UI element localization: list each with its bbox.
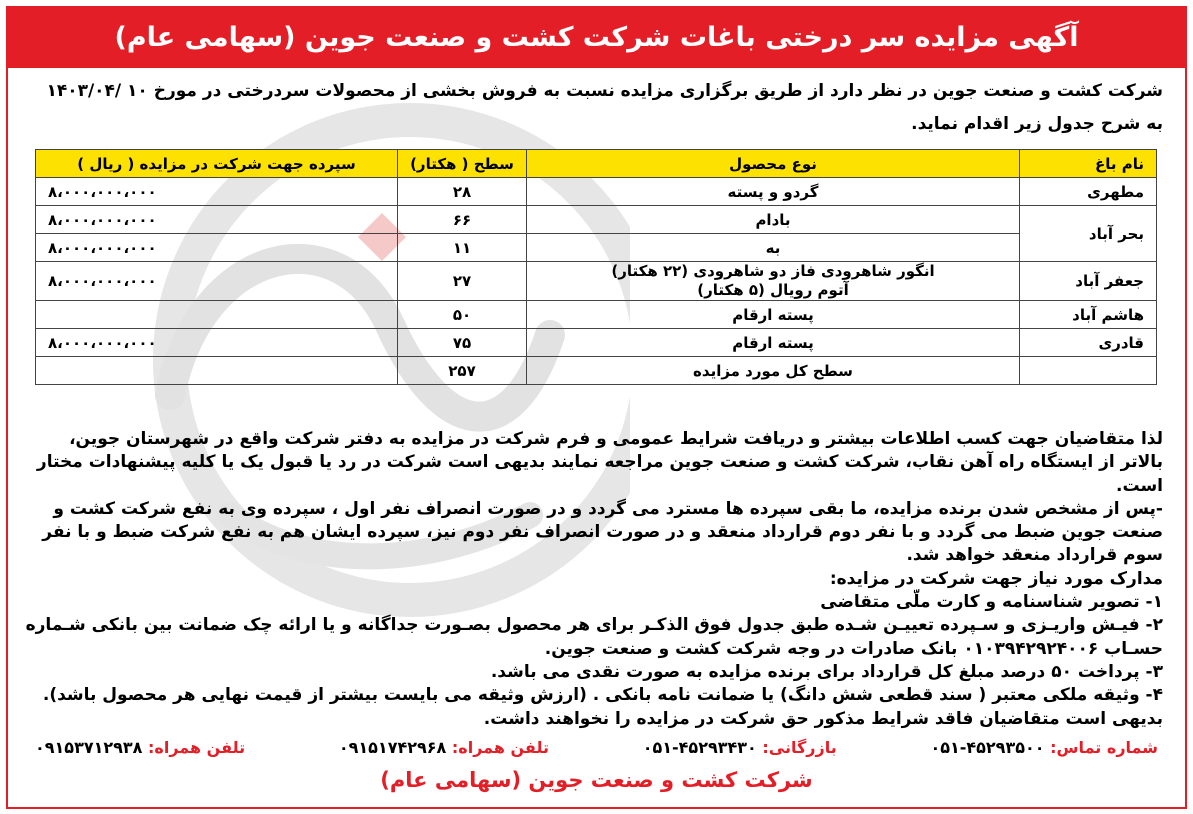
product-line-2: آتوم رویال (۵ هکتار) [697, 281, 849, 299]
mobile-2-number: ۰۹۱۵۳۷۱۲۹۳۸ [35, 737, 143, 757]
farm-cell: قادری [1020, 329, 1157, 357]
auction-table [35, 149, 1157, 385]
farm-cell: بحر آباد [1020, 206, 1157, 262]
area-cell: ۲۷ [398, 262, 527, 301]
table-header-row [36, 150, 1157, 178]
table-row [36, 301, 1157, 329]
header-area: سطح ( هکتار) [398, 150, 527, 178]
product-cell: گردو و پسته [527, 178, 1020, 206]
area-cell: ۱۱ [398, 234, 527, 262]
deposit-cell: ۸،۰۰۰،۰۰۰،۰۰۰ [36, 178, 398, 206]
product-cell: پسته ارقام [527, 329, 1020, 357]
table-row [36, 234, 1157, 262]
total-empty-cell [1020, 357, 1157, 385]
contact-number: ۰۵۱-۴۵۲۹۳۵۰۰ [930, 737, 1045, 757]
commerce-label: بازرگانی: [762, 737, 837, 757]
table-row [36, 262, 1157, 301]
contact-mobile-1 [339, 738, 549, 757]
intro-line-1: شرکت کشت و صنعت جوین در نظر دارد از طریق برگزاری مزایده نسبت به فروش بخشی از محصولات سردرختی در مورخ ۱۰ /۱۴۰۳/۰۴ [46, 81, 1163, 101]
deposit-cell: ۸،۰۰۰،۰۰۰،۰۰۰ [36, 262, 398, 301]
mobile-1-label: تلفن همراه: [451, 737, 549, 757]
intro-paragraph [30, 75, 1163, 141]
intro-line-2: به شرح جدول زیر اقدام نماید. [911, 114, 1163, 134]
body-paragraph: ۲- فیـش واریـزی و سـپرده تعییـن شـده طبق جدول فوق الذکـر برای هر محصول بصـورت جداگانه و یا ارائه چک ضمانت بین بانکی شـماره حسـاب ۰۱۰۳۹۴۲۹۲۴۰۰۶ بانک صادرات در وجه شرکت کشت و صنعت جوین. [25, 615, 1163, 659]
product-cell: پسته ارقام [527, 301, 1020, 329]
contact-commerce [643, 738, 837, 757]
deposit-cell: ۸،۰۰۰،۰۰۰،۰۰۰ [36, 329, 398, 357]
header-deposit: سپرده جهت شرکت در مزایده ( ریال ) [36, 150, 398, 178]
contact-label: شماره تماس: [1050, 737, 1158, 757]
notice-body [25, 428, 1163, 731]
area-cell: ۷۵ [398, 329, 527, 357]
table-row [36, 329, 1157, 357]
body-paragraph: مدارک مورد نیاز جهت شرکت در مزایده: [829, 568, 1163, 589]
table-row [36, 178, 1157, 206]
total-label: سطح کل مورد مزایده [527, 357, 1020, 385]
footer-company: شرکت کشت و صنعت جوین (سهامی عام) [380, 768, 813, 792]
contact-mobile-2 [35, 738, 245, 757]
product-cell [527, 262, 1020, 301]
total-deposit-cell [36, 357, 398, 385]
contact-bar [35, 735, 1158, 759]
product-cell: بادام [527, 206, 1020, 234]
deposit-cell: ۸،۰۰۰،۰۰۰،۰۰۰ [36, 234, 398, 262]
deposit-cell: ۸،۰۰۰،۰۰۰،۰۰۰ [36, 206, 398, 234]
farm-cell: جعفر آباد [1020, 262, 1157, 301]
body-paragraph: لذا متقاضیان جهت کسب اطلاعات بیشتر و دریافت شرایط عمومی و فرم شرکت در مزایده به دفتر شرکت واقع در شهرستان جوین، بالاتر از ایستگاه راه آهن نقاب، شرکت کشت و صنعت جوین مراجعه نمایند بدیهی است شرکت در رد یا قبول یک یا کلیه پیشنهادات مختار است. [36, 429, 1163, 496]
area-cell: ۶۶ [398, 206, 527, 234]
farm-cell: هاشم آباد [1020, 301, 1157, 329]
mobile-2-label: تلفن همراه: [148, 737, 246, 757]
body-paragraph: ۴- وثیقه ملکی معتبر ( سند قطعی شش دانگ) یا ضمانت نامه بانکی . (ارزش وثیقه می بایست بیشتر از قیمت نهایی هر محصول باشد). [42, 685, 1163, 706]
product-line-1: انگور شاهرودی فاز دو شاهرودی (۲۲ هکتار) [611, 262, 935, 280]
body-paragraph: ۱- تصویر شناسنامه و کارت ملّی متقاضی [820, 592, 1163, 613]
area-cell: ۵۰ [398, 301, 527, 329]
area-cell: ۲۸ [398, 178, 527, 206]
body-paragraph: بدیهی است متقاضیان فاقد شرایط مذکور حق شرکت در مزایده را نخواهند داشت. [483, 708, 1163, 729]
product-cell: به [527, 234, 1020, 262]
deposit-cell [36, 301, 398, 329]
header-product: نوع محصول [527, 150, 1020, 178]
farm-cell: مطهری [1020, 178, 1157, 206]
table-row [36, 206, 1157, 234]
total-area: ۲۵۷ [398, 357, 527, 385]
commerce-number: ۰۵۱-۴۵۲۹۳۴۳۰ [642, 737, 757, 757]
body-paragraph: ۳- پرداخت ۵۰ درصد مبلغ کل قرارداد برای برنده مزایده به صورت نقدی می باشد. [490, 661, 1163, 682]
header-farm: نام باغ [1020, 150, 1157, 178]
table-total-row [36, 357, 1157, 385]
banner-title: آگهی مزایده سر درختی باغات شرکت کشت و صنعت جوین (سهامی عام) [6, 6, 1187, 68]
body-paragraph: -پس از مشخص شدن برنده مزایده، ما بقی سپرده ها مسترد می گردد و در صورت انصراف نفر اول ، سپرده وی به نفع شرکت کشت و صنعت جوین ضبط می گردد و با نفر دوم قرارداد منعقد و در صورت انصراف نفر دوم نیز، سپرده ایشان هم به نفع شرکت ضبط و با نفر سوم قرارداد منعقد خواهد شد. [42, 498, 1163, 566]
mobile-1-number: ۰۹۱۵۱۷۴۲۹۶۸ [338, 737, 447, 757]
contact-main [930, 738, 1158, 757]
